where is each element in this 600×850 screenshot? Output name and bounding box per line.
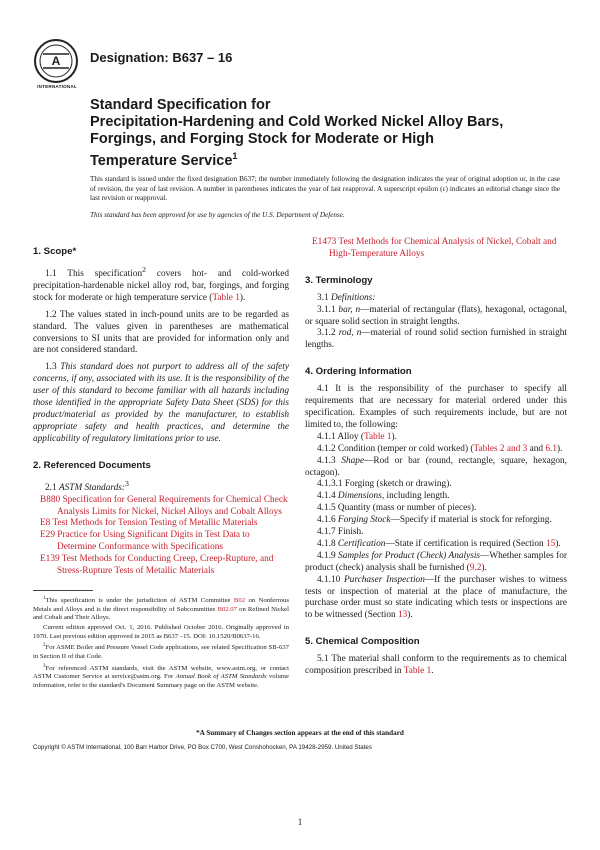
paragraph-2-1: 2.1 ASTM Standards:$^3$	[45, 478, 129, 493]
item-4-1-9: 4.1.9 Samples for Product (Check) Analysis—Whether samples for product (check) analysis shall be furnished (9.2).	[305, 550, 568, 573]
item-4-1-3: 4.1.3 Shape—Rod or bar (round, rectangle, square, hexagon, octagon).	[305, 455, 567, 478]
logo-caption: INTERNATIONAL	[37, 84, 77, 89]
paragraph-3-1-1: 3.1.1 bar, n—material of rectangular (flats), hexagonal, octagonal, or square solid section in straight lengths.	[305, 304, 568, 327]
left-column	[33, 237, 289, 578]
summary-of-changes-note: *A Summary of Changes section appears at the end of this standard	[196, 729, 404, 737]
item-4-1-2: 4.1.2 Condition (temper or cold worked) (Tables 2 and 3 and 6.1).	[317, 443, 563, 454]
reference-item[interactable]: E29 Practice for Using Significant Digits in Test Data to Determine Conformance with Specifications	[40, 530, 250, 553]
link-tables-2-3[interactable]: Tables 2 and 3	[473, 443, 528, 454]
reference-item[interactable]: E139 Test Methods for Conducting Creep, Creep-Rupture, and Stress-Rupture Tests of Metallic Materials	[40, 554, 274, 577]
paragraph-1-1: 1.1 This specification$^2$ covers hot- and cold-worked precipitation-hardenable nickel alloy rod, bar, forgings, and forging stock for moderate or high temperature service (Table 1).	[33, 264, 289, 303]
footnote-3: $^3$For referenced ASTM standards, visit the ASTM website, www.astm.org, or contact ASTM Customer Service at service@astm.org. For Annual Book of ASTM Standards volume information, refer to the standard's Document Summary page on the ASTM website.	[33, 663, 289, 690]
item-4-1-8: 4.1.8 Certification—State if certification is required (Section 15).	[317, 538, 561, 549]
link-b02[interactable]: B02	[233, 597, 246, 605]
item-4-1-1: 4.1.1 Alloy (Table 1).	[317, 431, 397, 442]
svg-text:A: A	[51, 54, 61, 68]
reference-item[interactable]: B880 Specification for General Requirements for Chemical Check Analysis Limits for Nickel, Nickel Alloys and Cobalt Alloys	[40, 494, 288, 517]
paragraph-4-1: 4.1 It is the responsibility of the purchaser to specify all requirements that are necessary for material ordered under this specification. Examples of such requirements include, but are not limited to, the following:	[305, 384, 567, 430]
item-4-1-3-1: 4.1.3.1 Forging (sketch or drawing).	[317, 479, 452, 490]
paragraph-1-2: 1.2 The values stated in inch-pound units are to be regarded as standard. The values given in parentheses are mathematical conversions to SI units that are provided for information only and are not considered standard.	[33, 309, 289, 356]
link-table-1[interactable]: Table 1	[403, 666, 432, 677]
footnote-2: $^2$For ASME Boiler and Pressure Vessel Code applications, see related Specification SB-637 in Section II of that Code.	[33, 643, 289, 661]
section-heading-chemical: 5. Chemical Composition	[305, 636, 420, 648]
paragraph-1-3: 1.3 This standard does not purport to address all of the safety concerns, if any, associated with its use. It is the responsibility of the user of this standard to become familiar with all hazards including those identified in the appropriate Safety Data Sheet (SDS) for this product/material as provided by the manufacturer, to establish appropriate safety and health practices, and determine the applicability of regulatory limitations prior to use.	[33, 362, 289, 444]
link-b02-07[interactable]: B02.07	[217, 605, 237, 613]
paragraph-5-1: 5.1 The material shall conform to the requirements as to chemical composition prescribed in Table 1.	[305, 654, 567, 677]
right-column	[305, 237, 567, 678]
footnote-1: $^1$This specification is under the jurisdiction of ASTM Committee B02 on Nonferrous Metals and Alloys and is the direct responsibility of Subcommittee B02.07 on Refined Nickel and Cobalt and Their Alloys.	[33, 596, 289, 622]
section-heading-referenced: 2. Referenced Documents	[33, 459, 151, 471]
copyright-line: Copyright © ASTM International, 100 Barr Harbor Drive, PO Box C700, West Conshohocken, PA 19428-2959. United States	[33, 744, 372, 751]
item-4-1-5: 4.1.5 Quantity (mass or number of pieces).	[317, 503, 477, 514]
link-6-1[interactable]: 6.1	[545, 443, 557, 454]
astm-logo-icon	[33, 38, 79, 84]
page-number: 1	[297, 817, 303, 827]
section-heading-terminology: 3. Terminology	[305, 274, 373, 286]
footnote-1-edition: Current edition approved Oct. 1, 2016. Published October 2016. Originally approved in 1970. Last previous edition approved in 2015 as B637 –15. DOI: 10.1520/B0637-16.	[33, 624, 289, 640]
link-table-1[interactable]: Table 1	[364, 431, 392, 442]
issuance-note: This standard is issued under the fixed designation B637; the number immediately following the designation indicates the year of original adoption or, in the case of revision, the year of last revision. A number in parentheses indicates the year of last reapproval. A superscript epsilon (ε) indicates an editorial change since the last revision or reapproval.	[90, 175, 560, 203]
title-line: Precipitation-Hardening and Cold Worked Nickel Alloy Bars,	[90, 114, 504, 130]
dod-approval-note: This standard has been approved for use by agencies of the U.S. Department of Defense.	[90, 211, 345, 219]
paragraph-3-1-2: 3.1.2 rod, n—material of round solid section furnished in straight lengths.	[305, 328, 567, 351]
title-line: Temperature Service$^1$	[90, 151, 238, 169]
reference-item[interactable]: E1473 Test Methods for Chemical Analysis of Nickel, Cobalt and High-Temperature Alloys	[312, 237, 557, 259]
item-4-1-4: 4.1.4 Dimensions, including length.	[317, 491, 450, 502]
link-table-1[interactable]: Table 1	[212, 292, 240, 303]
item-4-1-10: 4.1.10 Purchaser Inspection—If the purchaser wishes to witness tests or inspection of material at the place of manufacture, the purchase order must so state indicating which tests or inspections are to be witnessed (Section 13).	[305, 574, 567, 621]
footnotes	[33, 595, 289, 692]
paragraph-3-1: 3.1 Definitions:	[317, 292, 376, 303]
title-line: Forgings, and Forging Stock for Moderate or High	[90, 131, 434, 147]
reference-item[interactable]: E8 Test Methods for Tension Testing of Metallic Materials	[40, 518, 258, 529]
designation: Designation: B637 – 16	[90, 50, 233, 65]
section-heading-scope: 1. Scope*	[33, 246, 77, 257]
link-section-13[interactable]: 13	[397, 610, 408, 621]
item-4-1-6: 4.1.6 Forging Stock—Specify if material is stock for reforging.	[317, 515, 552, 526]
link-section-15[interactable]: 15	[546, 538, 556, 549]
title-line: Standard Specification for	[90, 97, 271, 113]
link-9-2[interactable]: 9.2	[469, 562, 482, 573]
section-heading-ordering: 4. Ordering Information	[305, 366, 412, 378]
item-4-1-7: 4.1.7 Finish.	[317, 527, 364, 538]
footnote-divider	[33, 590, 93, 591]
document-title	[90, 97, 560, 170]
footnote-mark[interactable]: 1	[232, 151, 238, 161]
